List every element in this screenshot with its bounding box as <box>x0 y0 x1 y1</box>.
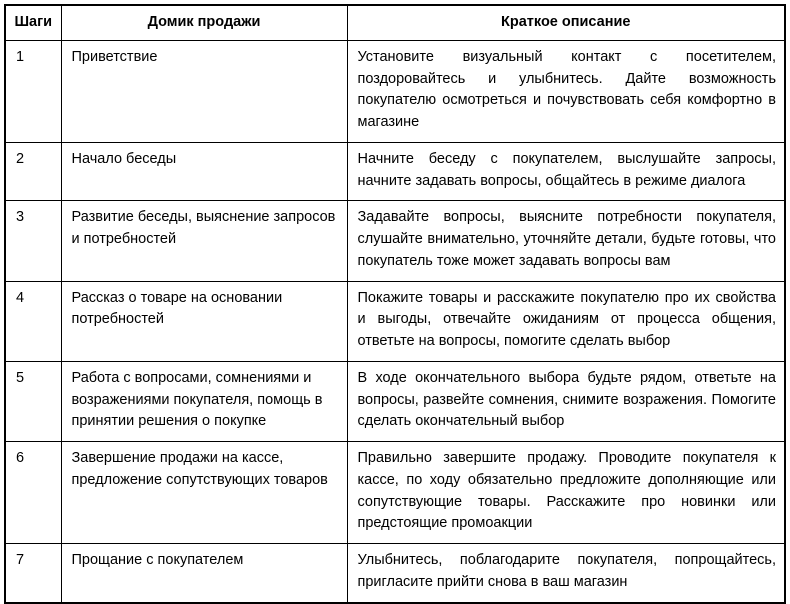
table-row <box>5 201 785 281</box>
table-body <box>5 40 785 602</box>
step-number: 5 <box>5 361 61 441</box>
table-row <box>5 281 785 361</box>
step-description: Задавайте вопросы, выясните потребности покупателя, слушайте внимательно, уточняйте детали, будьте готовы, что покупатель тоже может задавать вопросы вам <box>347 201 785 281</box>
step-title: Приветствие <box>61 40 347 142</box>
table-row <box>5 544 785 603</box>
step-description: Начните беседу с покупателем, выслушайте запросы, начните задавать вопросы, общайтесь в режиме диалога <box>347 142 785 201</box>
step-number: 4 <box>5 281 61 361</box>
header-description: Краткое описание <box>347 5 785 40</box>
table-row <box>5 40 785 142</box>
step-title: Начало беседы <box>61 142 347 201</box>
header-steps: Шаги <box>5 5 61 40</box>
table-row <box>5 361 785 441</box>
step-description: Улыбнитесь, поблагодарите покупателя, попрощайтесь, пригласите прийти снова в ваш магазин <box>347 544 785 603</box>
step-title: Развитие беседы, выяснение запросов и потребностей <box>61 201 347 281</box>
step-title: Рассказ о товаре на основании потребностей <box>61 281 347 361</box>
step-title: Завершение продажи на кассе, предложение сопутствующих товаров <box>61 442 347 544</box>
header-row <box>5 5 785 40</box>
step-description: Установите визуальный контакт с посетителем, поздоровайтесь и улыбнитесь. Дайте возможность покупателю осмотреться и почувствовать себя комфортно в магазине <box>347 40 785 142</box>
step-number: 6 <box>5 442 61 544</box>
step-description: Покажите товары и расскажите покупателю про их свойства и выгоды, отвечайте ожиданиям от процесса общения, ответьте на вопросы, помогите сделать выбор <box>347 281 785 361</box>
table-row <box>5 142 785 201</box>
step-title: Работа с вопросами, сомнениями и возражениями покупателя, помощь в принятии решения о покупке <box>61 361 347 441</box>
step-number: 7 <box>5 544 61 603</box>
sales-steps-table <box>4 4 786 604</box>
header-sales-house: Домик продажи <box>61 5 347 40</box>
step-description: В ходе окончательного выбора будьте рядом, ответьте на вопросы, развейте сомнения, снимите возражения. Помогите сделать окончательный выбор <box>347 361 785 441</box>
step-number: 1 <box>5 40 61 142</box>
table-row <box>5 442 785 544</box>
step-title: Прощание с покупателем <box>61 544 347 603</box>
step-description: Правильно завершите продажу. Проводите покупателя к кассе, по ходу обязательно предложите дополняющие или сопутствующие товары. Расскажите про новинки или предстоящие промоакции <box>347 442 785 544</box>
step-number: 3 <box>5 201 61 281</box>
step-number: 2 <box>5 142 61 201</box>
table-header <box>5 5 785 40</box>
